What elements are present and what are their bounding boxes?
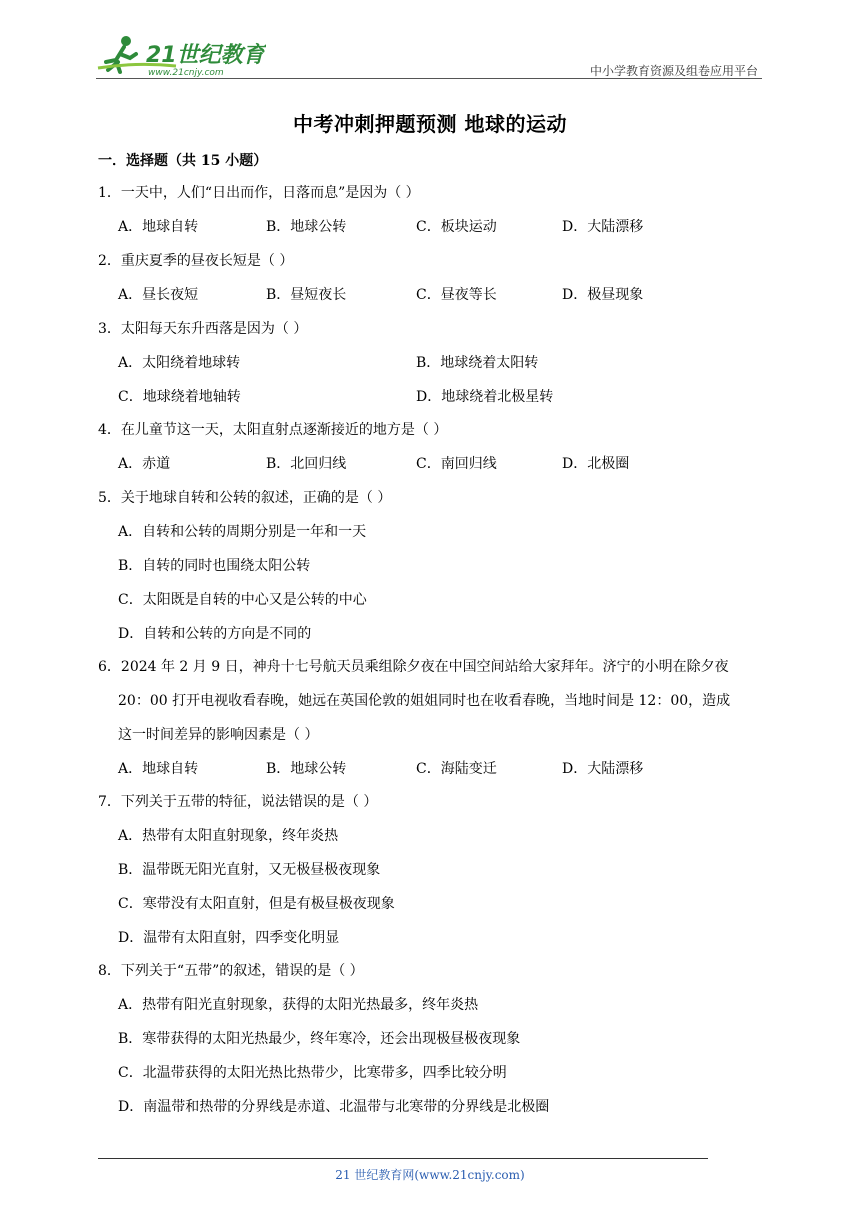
q3-option-a[interactable]: A．太阳绕着地球转 [118, 355, 241, 371]
q6-option-d[interactable]: D．大陆漂移 [562, 761, 644, 777]
q5-option-b[interactable]: B．自转的同时也围绕太阳公转 [118, 558, 311, 574]
runner-logo-icon [96, 32, 266, 78]
logo-url: www.21cnjy.com [148, 68, 224, 78]
page-title: 中考冲刺押题预测 地球的运动 [293, 112, 567, 136]
q6-option-c[interactable]: C．海陆变迁 [416, 761, 497, 777]
q7-option-c[interactable]: C．寒带没有太阳直射，但是有极昼极夜现象 [118, 896, 395, 912]
q4-option-d[interactable]: D．北极圈 [562, 456, 630, 472]
q8-option-d[interactable]: D．南温带和热带的分界线是赤道、北温带与北寒带的分界线是北极圈 [118, 1099, 550, 1115]
question-7-stem: 7．下列关于五带的特征，说法错误的是（ ） [98, 794, 378, 810]
q3-option-b[interactable]: B．地球绕着太阳转 [416, 355, 539, 371]
q7-option-d[interactable]: D．温带有太阳直射，四季变化明显 [118, 930, 340, 946]
q7-option-b[interactable]: B．温带既无阳光直射，又无极昼极夜现象 [118, 862, 381, 878]
q6-option-b[interactable]: B．地球公转 [266, 761, 347, 777]
page-header [96, 32, 762, 80]
q2-option-c[interactable]: C．昼夜等长 [416, 287, 497, 303]
q4-option-c[interactable]: C．南回归线 [416, 456, 497, 472]
question-5-stem: 5．关于地球自转和公转的叙述，正确的是（ ） [98, 490, 392, 506]
footer-link[interactable]: 21 世纪教育网(www.21cnjy.com) [335, 1168, 525, 1182]
q5-option-a[interactable]: A．自转和公转的周期分别是一年和一天 [118, 524, 367, 540]
q1-option-a[interactable]: A．地球自转 [118, 219, 199, 235]
q7-option-a[interactable]: A．热带有太阳直射现象，终年炎热 [118, 828, 339, 844]
footer-divider [98, 1158, 708, 1159]
question-1-stem: 1．一天中，人们“日出而作，日落而息”是因为（ ） [98, 185, 420, 201]
q8-option-b[interactable]: B．寒带获得的太阳光热最少，终年寒冷，还会出现极昼极夜现象 [118, 1031, 521, 1047]
question-2-stem: 2．重庆夏季的昼夜长短是（ ） [98, 253, 294, 269]
header-divider [96, 78, 762, 79]
q8-option-c[interactable]: C．北温带获得的太阳光热比热带少，比寒带多，四季比较分明 [118, 1065, 507, 1081]
q1-option-d[interactable]: D．大陆漂移 [562, 219, 644, 235]
question-6-stem-line-3: 这一时间差异的影响因素是（ ） [118, 727, 319, 743]
q2-option-d[interactable]: D．极昼现象 [562, 287, 644, 303]
q3-option-d[interactable]: D．地球绕着北极星转 [416, 389, 554, 405]
q2-option-a[interactable]: A．昼长夜短 [118, 287, 199, 303]
q4-option-a[interactable]: A．赤道 [118, 456, 171, 472]
q1-option-b[interactable]: B．地球公转 [266, 219, 347, 235]
q3-option-c[interactable]: C．地球绕着地轴转 [118, 389, 241, 405]
q5-option-d[interactable]: D．自转和公转的方向是不同的 [118, 626, 312, 642]
question-3-stem: 3．太阳每天东升西落是因为（ ） [98, 321, 308, 337]
q8-option-a[interactable]: A．热带有阳光直射现象，获得的太阳光热最多，终年炎热 [118, 997, 479, 1013]
site-logo[interactable] [96, 32, 266, 78]
logo-text: 21世纪教育 [146, 43, 265, 68]
q6-option-a[interactable]: A．地球自转 [118, 761, 199, 777]
section-heading: 一．选择题（共 15 小题） [98, 153, 268, 169]
question-6-stem-line-1: 6．2024 年 2 月 9 日，神舟十七号航天员乘组除夕夜在中国空间站给大家拜年。济宁的小明在除夕夜 [98, 659, 729, 675]
q1-option-c[interactable]: C．板块运动 [416, 219, 497, 235]
q4-option-b[interactable]: B．北回归线 [266, 456, 347, 472]
question-8-stem: 8．下列关于“五带”的叙述，错误的是（ ） [98, 963, 364, 979]
q5-option-c[interactable]: C．太阳既是自转的中心又是公转的中心 [118, 592, 367, 608]
question-4-stem: 4．在儿童节这一天，太阳直射点逐渐接近的地方是（ ） [98, 422, 448, 438]
q2-option-b[interactable]: B．昼短夜长 [266, 287, 347, 303]
platform-name: 中小学教育资源及组卷应用平台 [589, 64, 758, 78]
question-6-stem-line-2: 20：00 打开电视收看春晚，她远在英国伦敦的姐姐同时也在收看春晚，当地时间是 12：00，造成 [118, 693, 731, 709]
